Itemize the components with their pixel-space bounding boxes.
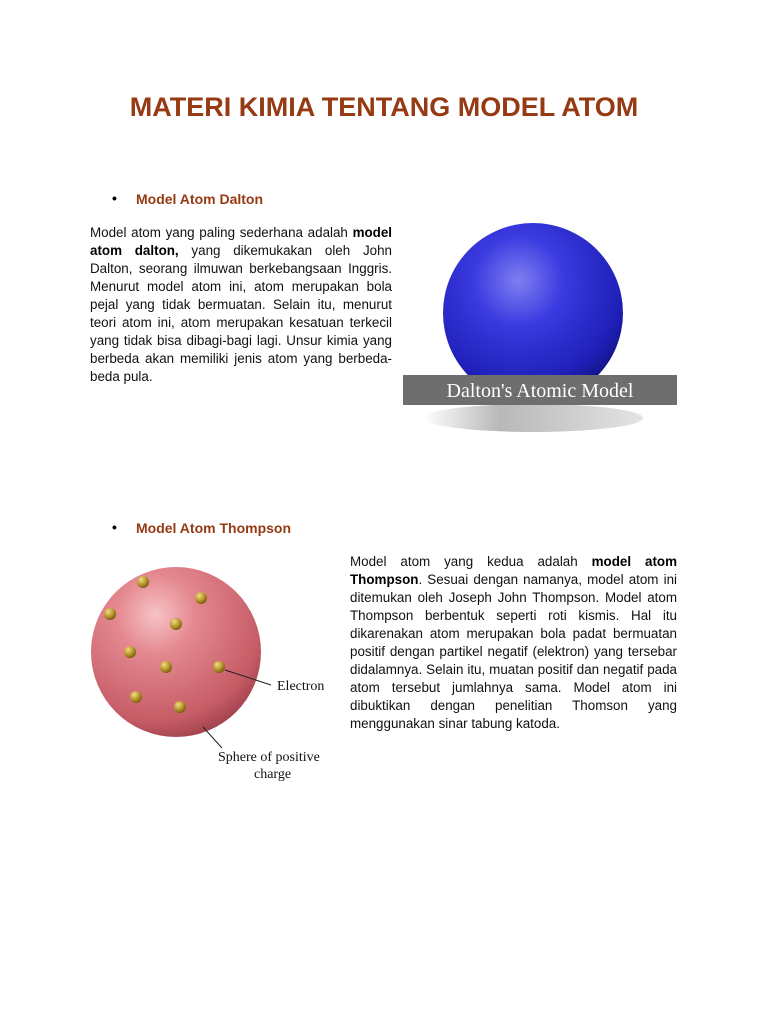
paragraph-text: Model atom yang kedua adalah <box>350 554 592 569</box>
electron-dot <box>174 701 186 713</box>
thompson-atom-figure <box>88 562 340 790</box>
thompson-paragraph <box>350 553 677 733</box>
electron-dot <box>170 618 182 630</box>
section-heading-dalton <box>112 190 264 207</box>
dalton-atom-figure <box>403 213 679 435</box>
electron-dot <box>195 592 207 604</box>
bullet-icon: • <box>112 190 117 206</box>
paragraph-text: . Sesuai dengan namanya, model atom ini ditemukan oleh Joseph John Thompson. Model atom Thompson berbentuk seperti roti kismis. Hal itu dikarenakan atom merupakan bola padat bermuatan positif dengan partikel negatif (elektron) yang tersebar didalamnya. Selain itu, muatan positif dan negatif pada atom tersebut jumlahnya sama. Model atom ini dibuktikan dengan penelitian Thomson yang menggunakan sinar tabung katoda. <box>350 572 677 731</box>
sphere-pointer <box>203 727 222 748</box>
dalton-caption: Dalton's Atomic Model <box>446 380 634 402</box>
sphere-shadow <box>423 404 643 432</box>
section-heading-thompson <box>112 519 292 536</box>
sphere-label-line2: charge <box>254 767 292 782</box>
dalton-sphere-image <box>403 213 679 435</box>
bullet-icon: • <box>112 519 117 535</box>
section-heading-text: Model Atom Thompson <box>136 520 292 536</box>
paragraph-text: yang dikemukakan oleh John Dalton, seorang ilmuwan berkebangsaan Inggris. Menurut model atom ini, atom merupakan bola pejal yang tidak bermuatan. Selain itu, menurut teori atom ini, atom merupakan kesatuan terkecil yang tidak bisa dibagi-bagi lagi. Unsur kimia yang berbeda akan memiliki jenis atom yang berbeda-beda pula. <box>90 243 393 384</box>
dalton-paragraph <box>90 224 392 386</box>
section-heading-text: Model Atom Dalton <box>136 191 264 207</box>
electron-dot <box>137 576 149 588</box>
thompson-sphere-image <box>88 562 340 790</box>
electron-dot <box>160 661 172 673</box>
sphere-label-line1: Sphere of positive <box>218 750 320 765</box>
positive-sphere <box>91 567 261 737</box>
electron-dot <box>104 608 116 620</box>
electron-label: Electron <box>277 679 325 694</box>
page-title: MATERI KIMIA TENTANG MODEL ATOM <box>129 92 639 122</box>
electron-dot <box>130 691 142 703</box>
electron-dot <box>213 661 225 673</box>
paragraph-bold: model atom Thompson <box>350 554 677 587</box>
paragraph-bold: model atom dalton, <box>90 225 392 258</box>
electron-dot <box>124 646 136 658</box>
paragraph-text: Model atom yang paling sederhana adalah <box>90 225 353 240</box>
